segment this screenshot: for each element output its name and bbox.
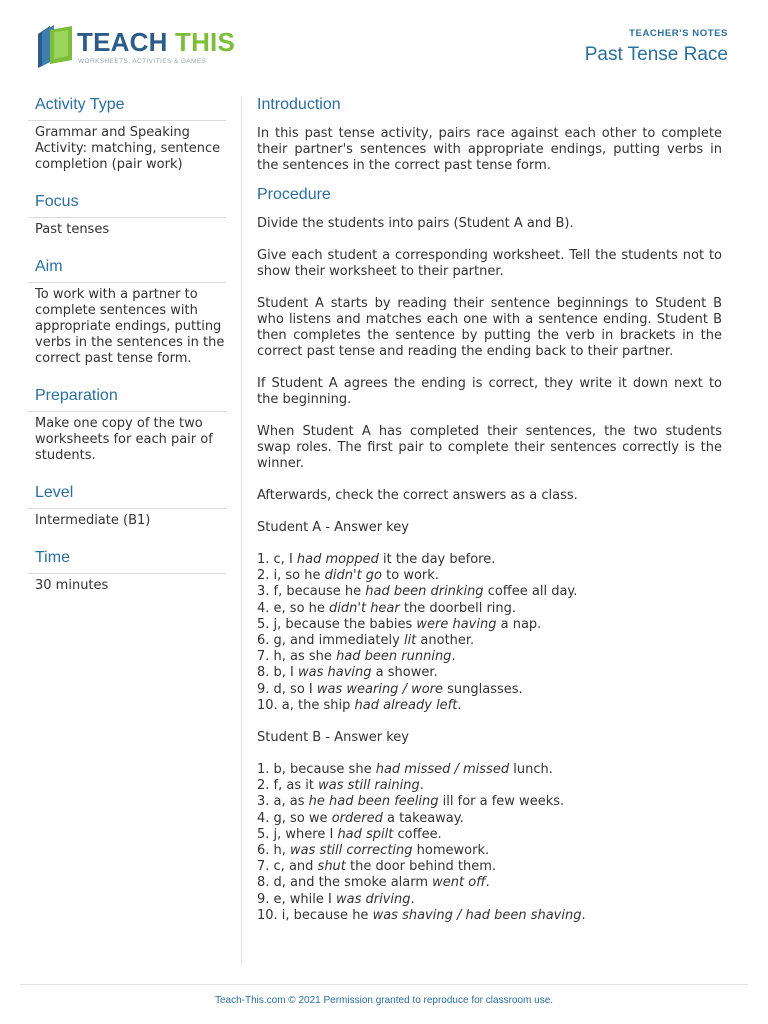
section-body: 30 minutes: [35, 578, 109, 593]
answer-text: .: [485, 875, 490, 891]
answer-item: [257, 682, 722, 698]
answer-item: [257, 665, 722, 681]
sidebar-section-focus: [28, 191, 226, 238]
procedure-step: If Student A agrees the ending is correct, they write it down next to the beginning.: [257, 376, 722, 407]
answer-verb: was driving: [336, 891, 411, 907]
answer-verb: shut: [317, 859, 346, 875]
introduction-text: In this past tense activity, pairs race against each other to complete their partner's sentences with appropriate endings, putting verbs in the sentences in the correct past tense form.: [257, 126, 722, 173]
answer-verb: had missed / missed: [375, 762, 510, 778]
answer-text: .: [451, 649, 456, 665]
answer-text: 3. a, as: [257, 794, 309, 810]
answer-text: 6. g, and immediately: [257, 633, 404, 649]
section-title: Activity Type: [28, 94, 226, 121]
answer-text: .: [457, 697, 462, 713]
answer-text: 2. i, so he: [257, 568, 325, 584]
page-header: [0, 0, 768, 80]
section-body: Past tenses: [35, 222, 110, 237]
answer-text: 4. e, so he: [257, 600, 330, 616]
answer-item: [257, 568, 722, 584]
answer-text: a takeaway.: [382, 810, 464, 826]
answer-text: to work.: [382, 568, 439, 584]
answer-text: sunglasses.: [443, 681, 523, 697]
teach-this-logo: [36, 24, 236, 70]
answer-item: [257, 892, 722, 908]
answer-key-b-list: [257, 762, 722, 924]
answer-text: another.: [416, 633, 475, 649]
answer-text: a nap.: [496, 616, 542, 632]
answer-item: [257, 811, 722, 827]
procedure-step: Afterwards, check the correct answers as a class.: [257, 488, 578, 503]
section-title: Level: [28, 482, 226, 509]
answer-verb: was wearing / wore: [316, 681, 444, 697]
answer-text: 3. f, because he: [257, 584, 366, 600]
answer-verb: had been running: [336, 649, 452, 665]
sidebar: [28, 94, 226, 612]
answer-verb: had already left: [354, 697, 458, 713]
answer-item: [257, 698, 722, 714]
logo-tagline: WORKSHEETS, ACTIVITIES & GAMES: [78, 58, 207, 65]
answer-text: coffee all day.: [483, 584, 578, 600]
answer-text: 7. c, and: [257, 859, 318, 875]
answer-text: 6. h,: [257, 843, 291, 859]
answer-item: [257, 649, 722, 665]
answer-key-a-title: Student A - Answer key: [257, 520, 409, 535]
column-divider: [241, 96, 242, 964]
procedure-step: Give each student a corresponding worksheet. Tell the students not to show their worksheet to their partner.: [257, 248, 722, 279]
section-title: Focus: [28, 191, 226, 218]
answer-verb: was still correcting: [290, 843, 413, 859]
section-title: Aim: [28, 256, 226, 283]
answer-verb: was having: [298, 665, 372, 681]
answer-item: [257, 762, 722, 778]
answer-text: the door behind them.: [345, 859, 496, 875]
answer-key-b-title: Student B - Answer key: [257, 730, 409, 746]
sidebar-section-level: [28, 482, 226, 529]
answer-text: 9. e, while I: [257, 891, 336, 907]
answer-text: ill for a few weeks.: [438, 794, 565, 810]
answer-verb: went off: [432, 875, 486, 891]
answer-item: [257, 908, 722, 924]
teachers-notes-label: TEACHER'S NOTES: [629, 28, 728, 39]
answer-text: 2. f, as it: [257, 778, 319, 794]
answer-item: [257, 827, 722, 843]
section-body: Grammar and Speaking Activity: matching, sentence completion (pair work): [35, 125, 221, 172]
answer-verb: was still raining: [318, 778, 420, 794]
section-body: Intermediate (B1): [35, 513, 151, 528]
answer-text: 5. j, where I: [257, 826, 338, 842]
procedure-step: When Student A has completed their sentences, the two students swap roles. The first pair to complete their sentences correctly is the winner.: [257, 424, 722, 471]
answer-verb: ordered: [331, 810, 383, 826]
answer-text: .: [581, 907, 586, 923]
sidebar-section-activity-type: [28, 94, 226, 173]
answer-text: a shower.: [371, 665, 438, 681]
answer-text: 10. a, the ship: [257, 697, 355, 713]
answer-text: 5. j, because the babies: [257, 616, 417, 632]
answer-text: 10. i, because he: [257, 907, 373, 923]
sidebar-section-preparation: [28, 385, 226, 464]
answer-text: 7. h, as she: [257, 649, 337, 665]
answer-item: [257, 584, 722, 600]
answer-text: 8. d, and the smoke alarm: [257, 875, 433, 891]
answer-text: 8. b, I: [257, 665, 299, 681]
answer-verb: had spilt: [337, 826, 394, 842]
sidebar-section-time: [28, 547, 226, 594]
answer-item: [257, 601, 722, 617]
answer-key-a-list: [257, 552, 722, 714]
answer-item: [257, 875, 722, 891]
answer-text: 4. g, so we: [257, 810, 332, 826]
sidebar-section-aim: [28, 256, 226, 367]
answer-verb: had mopped: [296, 552, 379, 567]
answer-verb: lit: [403, 633, 417, 649]
answer-text: coffee.: [393, 826, 442, 842]
footer-copyright: Teach-This.com © 2021 Permission granted to reproduce for classroom use.: [214, 995, 554, 1006]
answer-item: [257, 617, 722, 633]
footer-divider: [20, 984, 748, 985]
section-body: Make one copy of the two worksheets for each pair of students.: [35, 416, 213, 463]
answer-item: [257, 843, 722, 859]
answer-verb: he had been feeling: [308, 794, 439, 810]
answer-item: [257, 859, 722, 875]
procedure-step: Divide the students into pairs (Student A and B).: [257, 216, 574, 231]
answer-item: [257, 552, 722, 568]
answer-text: 1. c, I: [257, 552, 297, 567]
answer-text: .: [410, 891, 415, 907]
section-title: Time: [28, 547, 226, 574]
answer-text: homework.: [412, 843, 490, 859]
page-title: Past Tense Race: [584, 44, 728, 65]
answer-text: .: [419, 778, 424, 794]
answer-verb: was shaving / had been shaving: [372, 907, 582, 923]
answer-verb: were having: [416, 616, 497, 632]
introduction-title: Introduction: [257, 96, 341, 113]
procedure-step: Student A starts by reading their sentence beginnings to Student B who listens and matches each one with a sentence ending. Student B then completes the sentence by putting the verb in brackets in the correct past tense and reading the ending back to their partner.: [257, 296, 722, 359]
main-content: [257, 94, 722, 940]
answer-verb: didn't go: [324, 568, 383, 584]
answer-item: [257, 633, 722, 649]
answer-text: 1. b, because she: [257, 762, 376, 778]
answer-text: lunch.: [509, 762, 553, 778]
section-title: Preparation: [28, 385, 226, 412]
answer-text: 9. d, so I: [257, 681, 317, 697]
header-titles: [585, 28, 728, 66]
answer-item: [257, 778, 722, 794]
answer-item: [257, 794, 722, 810]
answer-text: it the day before.: [378, 552, 496, 567]
answer-text: the doorbell ring.: [399, 600, 517, 616]
section-body: To work with a partner to complete sentences with appropriate endings, putting verbs in the sentences in the correct past tense form.: [35, 287, 225, 366]
logo-wordmark: TEACH THIS: [77, 27, 236, 57]
procedure-title: Procedure: [257, 186, 331, 203]
answer-verb: had been drinking: [365, 584, 484, 600]
book-logo-icon: [36, 24, 76, 68]
answer-verb: didn't hear: [329, 600, 400, 616]
